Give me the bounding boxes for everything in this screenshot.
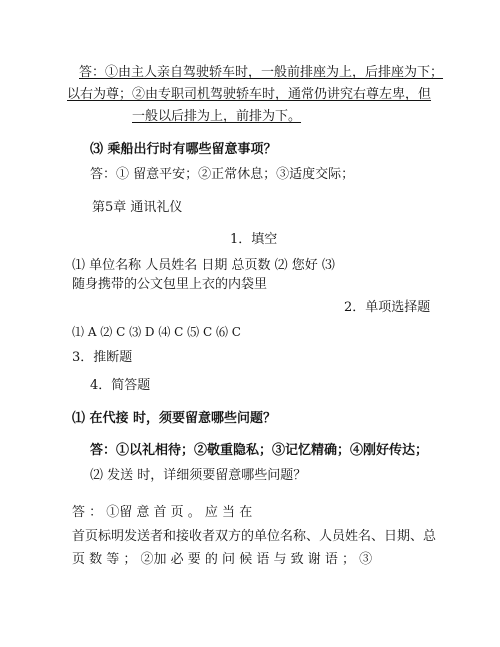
answer-line-5: 答：①以礼相待；②敬重隐私；③记忆精确；④刚好传达； (90, 443, 429, 458)
fill-blank-line-1: ⑴ 单位名称 人员姓名 日期 总页数 ⑵ 您好 ⑶ (72, 258, 335, 273)
chapter-heading: 第5章 通讯礼仪 (92, 200, 183, 215)
single-choice-answers: ⑴ A ⑵ C ⑶ D ⑷ C ⑸ C ⑹ C (72, 325, 241, 339)
answer-line-6: 答 ： ①留 意 首 页 。 应 当 在 (72, 505, 253, 520)
answer-line-7: 首页标明发送者和接收者双方的单位名称、人员姓名、日期、总 (72, 529, 437, 544)
answer-line-8: 页 数 等 ； ②加 必 要 的 问 候 语 与 致 谢 语 ； ③ (72, 552, 373, 567)
judgement-heading: 3．推断题 (72, 350, 133, 365)
fill-blank-line-2: 随身携带的公文包里上衣的内袋里 (72, 277, 268, 292)
question-1: ⑴ 在代接 时，须要留意哪些问题？ (72, 411, 277, 426)
answer-line-3: 一般以后排为上，前排为下。 (132, 109, 302, 124)
question-3: ⑶ 乘船出行时有哪些留意事项？ (90, 142, 277, 157)
answer-line-1: 答：①由主人亲自驾驶轿车时，一般前排座为上，后排座为下； (79, 65, 444, 80)
question-2: ⑵ 发送 时，详细须要留意哪些问题？ (90, 468, 307, 483)
single-choice-heading: 2．单项选择题 (344, 300, 431, 315)
answer-line-4: 答：① 留意平安；②正常休息；③适度交际； (90, 167, 355, 182)
short-answer-heading: 4．简答题 (90, 378, 151, 393)
answer-line-2: 以右为尊；②由专职司机驾驶轿车时，通常仍讲究右尊左卑，但 (67, 87, 432, 102)
fill-blank-heading: 1．填空 (230, 232, 278, 247)
